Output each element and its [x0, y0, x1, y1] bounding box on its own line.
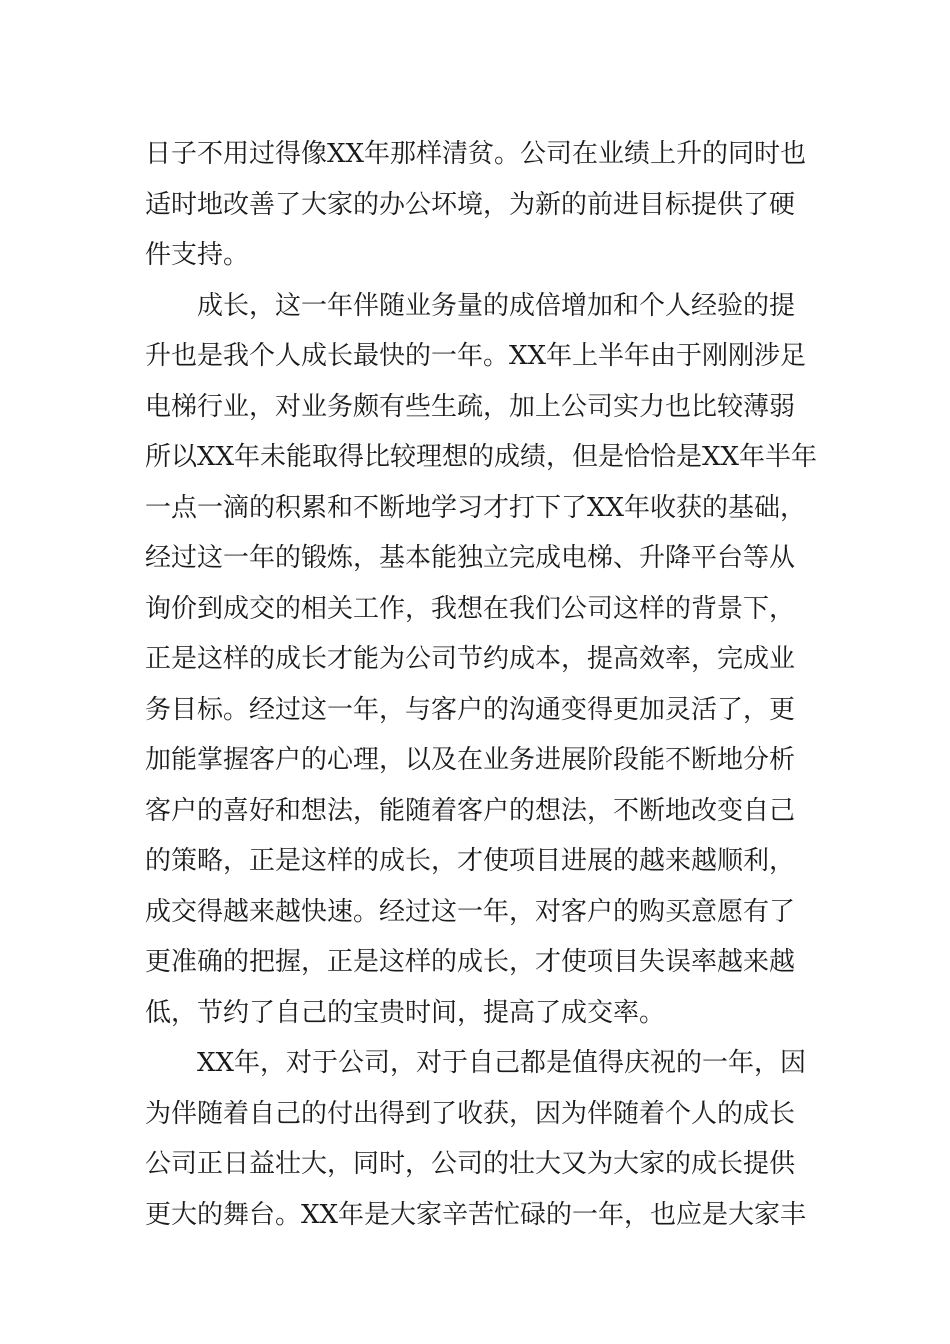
text-line: 成交得越来越快速。经过这一年，对客户的购买意愿有了 — [145, 896, 796, 927]
text-line: 加能掌握客户的心理，以及在业务进展阶段能不断地分析 — [145, 745, 796, 775]
text-line: 更准确的把握，正是这样的成长，才使项目失误率越来越 — [145, 947, 796, 977]
text-line: 件支持。 — [145, 240, 250, 270]
text-line: 的策略，正是这样的成长，才使项目进展的越来越顺利， — [145, 846, 796, 876]
text-line: 正是这样的成长才能为公司节约成本，提高效率，完成业 — [145, 644, 796, 674]
text-line: 为伴随着自己的付出得到了收获，因为伴随着个人的成长 — [145, 1098, 796, 1129]
text-line: 升也是我个人成长最快的一年。XX年上半年由于刚刚涉足 — [145, 341, 807, 371]
text-line: 更大的舞台。XX年是大家辛苦忙碌的一年，也应是大家丰 — [145, 1199, 807, 1230]
text-line: 电梯行业，对业务颇有些生疏，加上公司实力也比较薄弱 — [145, 391, 796, 422]
text-line: 客户的喜好和想法，能随着客户的想法，不断地改变自己 — [145, 795, 796, 826]
text-line: 务目标。经过这一年，与客户的沟通变得更加灵活了，更 — [145, 694, 796, 725]
text-line: 公司正日益壮大，同时，公司的壮大又为大家的成长提供 — [145, 1149, 796, 1179]
text-line: 低，节约了自己的宝贵时间，提高了成交率。 — [145, 997, 666, 1028]
document-body — [145, 129, 818, 1240]
text-line: 一点一滴的积累和不断地学习才打下了XX年收获的基础， — [145, 492, 807, 523]
text-line: 适时地改善了大家的办公坏境，为新的前进目标提供了硬 — [145, 189, 796, 220]
text-line: 询价到成交的相关工作，我想在我们公司这样的背景下， — [145, 593, 796, 624]
text-line: 经过这一年的锻炼，基本能独立完成电梯、升降平台等从 — [145, 543, 796, 573]
text-line: 所以XX年未能取得比较理想的成绩，但是恰恰是XX年半年 — [145, 442, 818, 472]
text-line: 日子不用过得像XX年那样清贫。公司在业绩上升的同时也 — [145, 139, 807, 169]
paragraph-start-line: XX年，对于公司，对于自己都是值得庆祝的一年，因 — [197, 1048, 807, 1078]
paragraph-start-line: 成长，这一年伴随业务量的成倍增加和个人经验的提 — [197, 290, 796, 321]
